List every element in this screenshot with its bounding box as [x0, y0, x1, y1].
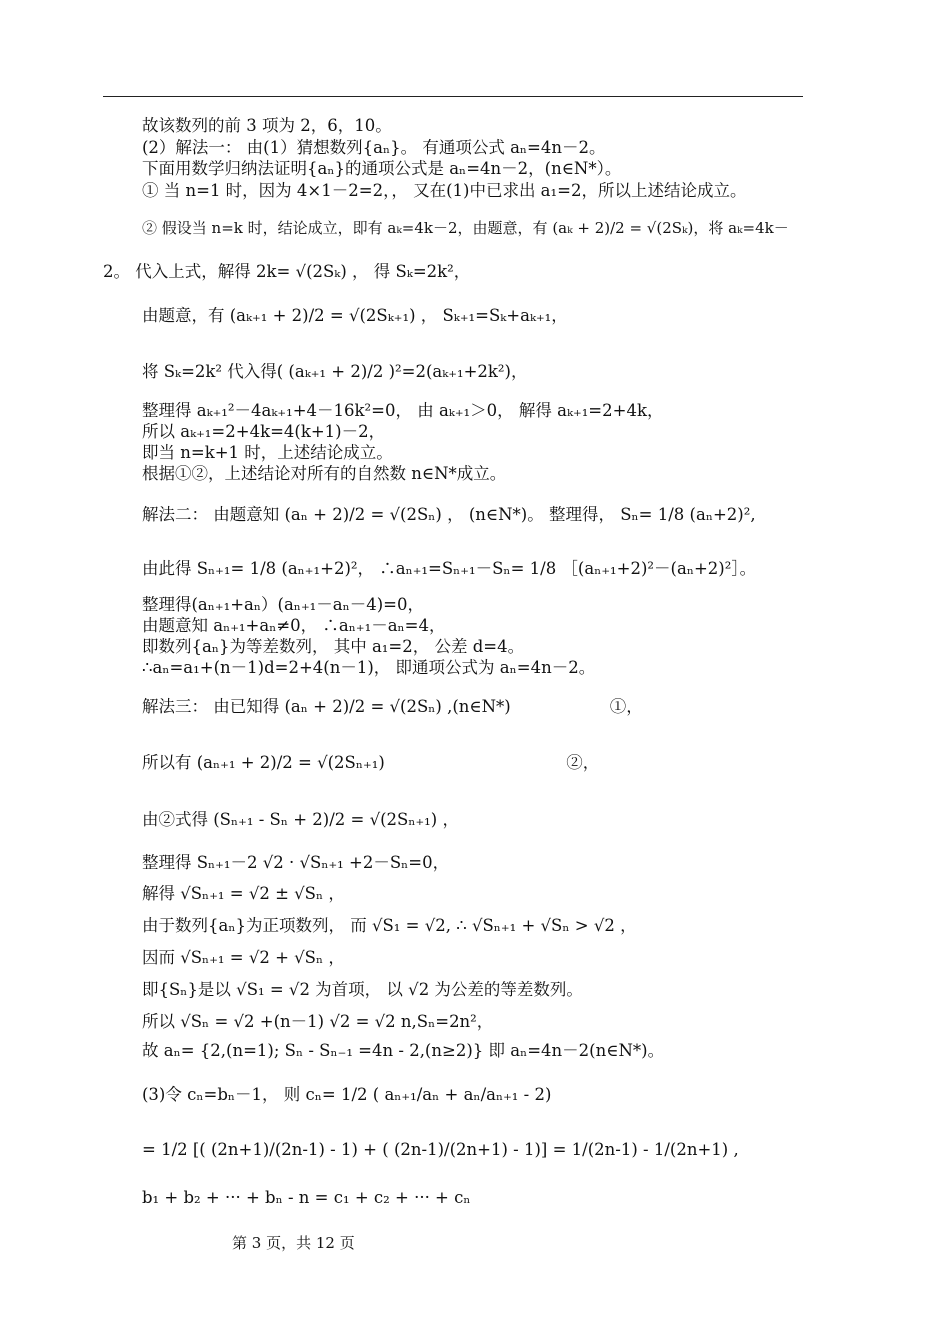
text-line: = 1/2 [( (2n+1)/(2n-1) - 1) + ( (2n-1)/(2n+1) - 1)] = 1/(2n-1) - 1/(2n+1) , [142, 1140, 739, 1159]
text-line: 所以 √Sₙ = √2 +(n－1) √2 = √2 n,Sₙ=2n²， [142, 1012, 494, 1031]
text-line: 2。 代入上式，解得 2k= √(2Sₖ) ， 得 Sₖ=2k²， [103, 262, 471, 281]
text-line: 由题意知 aₙ₊₁+aₙ≠0， ∴aₙ₊₁－aₙ=4， [142, 616, 446, 635]
text-line: 解法二： 由题意知 (aₙ + 2)/2 = √(2Sₙ) ， (n∈N*)。 整理得， Sₙ= 1/8 (aₙ+2)², [142, 505, 756, 524]
text-line: 解法三： 由已知得 (aₙ + 2)/2 = √(2Sₙ) ,(n∈N*) ①， [142, 697, 643, 716]
text-line: b₁ + b₂ + ··· + bₙ - n = c₁ + c₂ + ··· + cₙ [142, 1188, 471, 1207]
text-line: 将 Sₖ=2k² 代入得( (aₖ₊₁ + 2)/2 )²=2(aₖ₊₁+2k²)， [142, 362, 528, 381]
text-line: ② 假设当 n=k 时，结论成立，即有 aₖ=4k－2，由题意，有 (aₖ + 2)/2 = √(2Sₖ)，将 aₖ=4k－ [142, 219, 789, 237]
text-line: 由此得 Sₙ₊₁= 1/8 (aₙ₊₁+2)²， ∴aₙ₊₁=Sₙ₊₁－Sₙ= 1/8 ［(aₙ₊₁+2)²－(aₙ+2)²］。 [142, 559, 757, 578]
text-line: 故 aₙ= {2,(n=1); Sₙ - Sₙ₋₁ =4n - 2,(n≥2)} 即 aₙ=4n－2(n∈N*)。 [142, 1041, 665, 1060]
text-line: (3)令 cₙ=bₙ－1， 则 cₙ= 1/2 ( aₙ₊₁/aₙ + aₙ/aₙ₊₁ - 2) [142, 1085, 552, 1104]
text-line: ∴aₙ=a₁+(n－1)d=2+4(n－1)， 即通项公式为 aₙ=4n－2。 [142, 658, 596, 677]
text-line: 故该数列的前 3 项为 2，6，10。 [142, 116, 392, 135]
page-footer: 第 3 页，共 12 页 [232, 1234, 355, 1252]
text-line: 根据①②，上述结论对所有的自然数 n∈N*成立。 [142, 464, 507, 483]
text-line: 由于数列{aₙ}为正项数列， 而 √S₁ = √2, ∴ √Sₙ₊₁ + √Sₙ > √2 ， [142, 916, 637, 935]
text-line: 由②式得 (Sₙ₊₁ - Sₙ + 2)/2 = √(2Sₙ₊₁) ， [142, 810, 459, 829]
text-line: 由题意，有 (aₖ₊₁ + 2)/2 = √(2Sₖ₊₁) ， Sₖ₊₁=Sₖ+aₖ₊₁， [142, 306, 568, 325]
text-line: 即{Sₙ}是以 √S₁ = √2 为首项， 以 √2 为公差的等差数列。 [142, 980, 583, 999]
text-line: 即数列{aₙ}为等差数列， 其中 a₁=2， 公差 d=4。 [142, 637, 525, 656]
text-line: 整理得 Sₙ₊₁－2 √2 · √Sₙ₊₁ +2－Sₙ=0， [142, 853, 450, 872]
text-line: 整理得(aₙ₊₁+aₙ）(aₙ₊₁－aₙ－4)=0， [142, 595, 425, 614]
header-rule [103, 96, 803, 97]
text-line: 解得 √Sₙ₊₁ = √2 ± √Sₙ ， [142, 884, 345, 903]
text-line: 下面用数学归纳法证明{aₙ}的通项公式是 aₙ=4n－2，(n∈N*）。 [142, 159, 622, 178]
text-line: 所以有 (aₙ₊₁ + 2)/2 = √(2Sₙ₊₁) ②， [142, 753, 600, 772]
text-line: ① 当 n=1 时，因为 4×1－2=2，， 又在(1)中已求出 a₁=2，所以上述结论成立。 [142, 181, 747, 200]
text-line: 所以 aₖ₊₁=2+4k=4(k+1)－2， [142, 422, 386, 441]
text-line: (2）解法一： 由(1）猜想数列{aₙ}。 有通项公式 aₙ=4n－2。 [142, 138, 606, 157]
text-line: 即当 n=k+1 时，上述结论成立。 [142, 443, 393, 462]
text-line: 因而 √Sₙ₊₁ = √2 + √Sₙ ， [142, 948, 345, 967]
text-line: 整理得 aₖ₊₁²－4aₖ₊₁+4－16k²=0， 由 aₖ₊₁＞0， 解得 aₖ₊₁=2+4k， [142, 401, 664, 420]
